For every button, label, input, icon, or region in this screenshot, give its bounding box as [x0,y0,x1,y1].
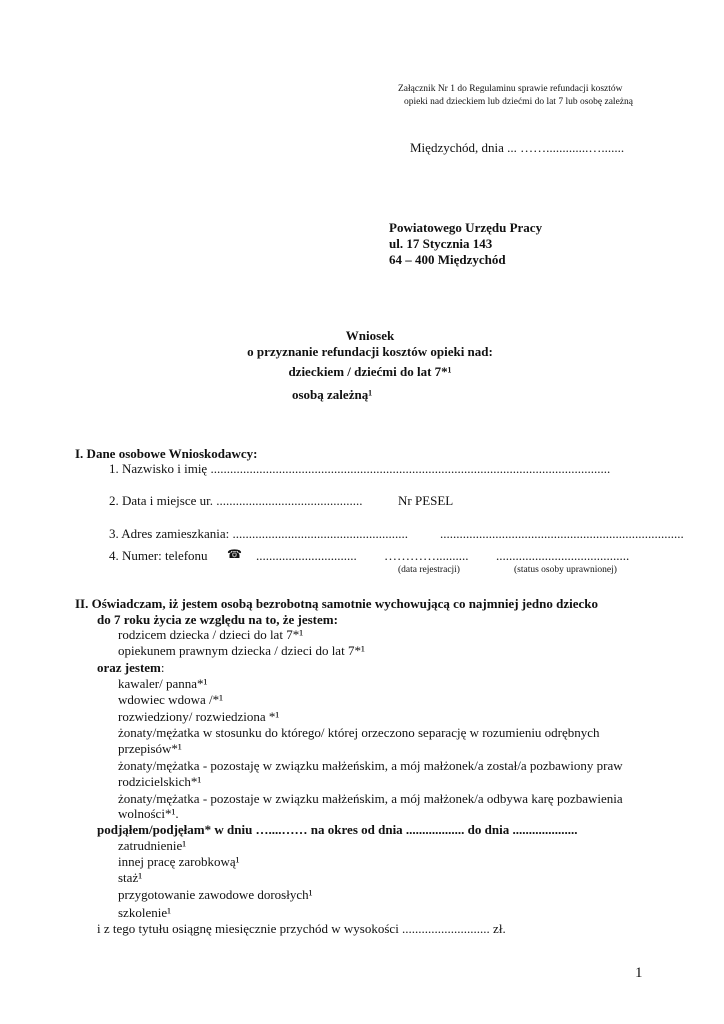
option-guardian: opiekunem prawnym dziecka / dzieci do lat 7*¹ [118,643,365,658]
oraz-jestem [97,660,165,676]
work-employment: zatrudnienie¹ [118,838,187,853]
work-training: szkolenie¹ [118,905,171,920]
page-number: 1 [635,965,643,981]
option-parent: rodzicem dziecka / dzieci do lat 7*¹ [118,627,304,642]
address-line2: ul. 17 Stycznia 143 [389,236,493,251]
status-divorced: rozwiedziony/ rozwiedziona *¹ [118,709,280,724]
status-single: kawaler/ panna*¹ [118,676,208,691]
status-widowed: wdowiec wdowa /*¹ [118,692,223,707]
header-note-line2: opieki nad dzieckiem lub dziećmi do lat 7 lub osobę zależną [404,97,633,107]
label-status: (status osoby uprawnionej) [514,565,617,575]
field-address-right: ........................................................................... [440,526,684,541]
title-wniosek: Wniosek [345,328,395,343]
title-line4: osobą zależną¹ [292,387,373,402]
field-birth: 2. Data i miejsce ur. ............................................. [109,493,363,508]
place-date: Międzychód, dnia ... …….............…....... [410,140,625,155]
field-phone: 4. Numer: telefonu [109,548,208,563]
field-phone-dots: ............................... [256,548,357,563]
status-imprisoned-line1: żonaty/mężatka - pozostaje w związku małżeńskim, a mój małżonek/a odbywa karę pozbawienia [118,791,623,806]
header-note-line1: Załącznik Nr 1 do Regulaminu sprawie refundacji kosztów [398,84,623,94]
address-line1: Powiatowego Urzędu Pracy [389,220,543,235]
field-registration-dots: ………….......... [384,548,469,563]
work-other: innej pracę zarobkową¹ [118,854,240,869]
address-line3: 64 – 400 Międzychód [389,252,506,267]
status-separated-line2: przepisów*¹ [118,741,182,756]
field-status-dots: ......................................... [496,548,630,563]
work-vocational: przygotowanie zawodowe dorosłych¹ [118,887,313,902]
field-pesel-label: Nr PESEL [398,493,454,508]
label-registration-date: (data rejestracji) [398,565,460,575]
employment-start: podjąłem/podjęłam* w dniu …....…… na okres od dnia .................. do dnia .................... [97,822,578,837]
section2-heading-line1: II. Oświadczam, iż jestem osobą bezrobotną samotnie wychowującą co najmniej jedno dziecko [75,596,598,611]
status-imprisoned-line2: wolności*¹. [118,806,179,821]
section2-heading-line2: do 7 roku życia ze względu na to, że jestem: [97,612,338,627]
phone-icon: ☎ [227,547,242,561]
status-deprived-line2: rodzicielskich*¹ [118,774,202,789]
field-address: 3. Adres zamieszkania: ...................................................... [109,526,408,541]
work-internship: staż¹ [118,870,143,885]
field-name: 1. Nazwisko i imię ........................................................................................................................... [109,461,611,476]
oraz-jestem-colon: : [160,660,165,675]
status-separated-line1: żonaty/mężatka w stosunku do którego/ której orzeczono separację w rozumieniu odrębnych [118,725,600,740]
title-line2: o przyznanie refundacji kosztów opieki nad: [247,344,493,359]
title-line3: dzieckiem / dziećmi do lat 7*¹ [288,364,452,379]
oraz-jestem-bold: oraz jestem [97,660,161,675]
section1-heading: I. Dane osobowe Wnioskodawcy: [75,446,258,461]
income-line: i z tego tytułu osiągnę miesięcznie przychód w wysokości ........................... zł. [97,921,506,936]
status-deprived-line1: żonaty/mężatka - pozostaję w związku małżeńskim, a mój małżonek/a został/a pozbawiony praw [118,758,623,773]
